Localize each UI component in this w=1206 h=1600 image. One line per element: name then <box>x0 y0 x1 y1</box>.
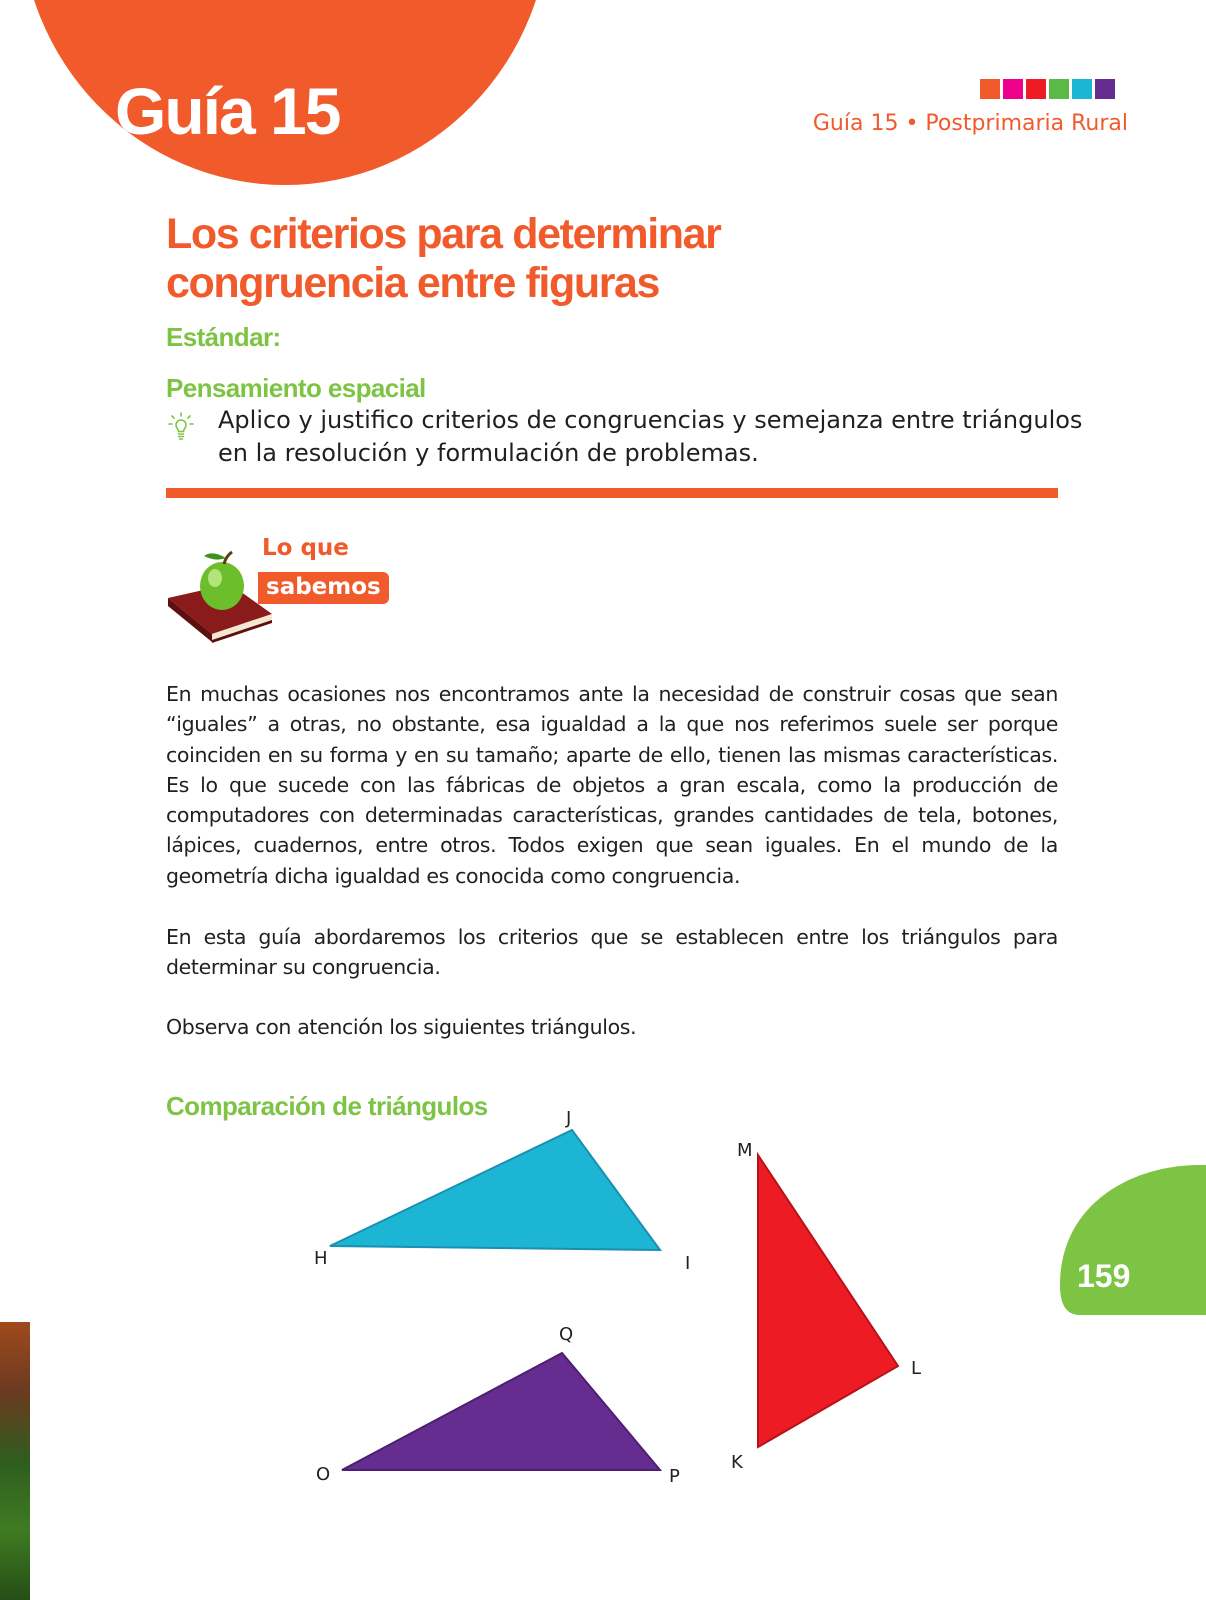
body-paragraph-1: En muchas ocasiones nos encontramos ante la necesidad de construir cosas que sean “iguales” a otras, no obstante, esa igualdad a la que nos referimos suele ser porque coinciden en su forma y en su tamaño; aparte de ello, tienen las mismas características. Es lo que sucede con las fábricas de objetos a gran escala, como la producción de computadores con determinadas características, grandes cantidades de tela, botones, lápices, cuadernos, entre otros. Todos exigen que sean iguales. En el mundo de la geometría dicha igualdad es conocida como congruencia. <box>166 682 1058 888</box>
corner-photo-strip <box>0 1322 30 1600</box>
triangle-hij <box>330 1130 660 1250</box>
badge-title-line1: Lo que <box>262 535 349 561</box>
page-number: 159 <box>1077 1258 1131 1294</box>
guide-title: Guía 15 <box>115 74 340 148</box>
vertex-label-k: K <box>731 1452 743 1473</box>
vertex-label-i: I <box>685 1253 691 1274</box>
standard-text: Aplico y justifico criterios de congruencias y semejanza entre triángulos en la resolución y formulación de problemas. <box>218 406 1083 467</box>
triangle-klm <box>758 1155 898 1447</box>
thinking-label: Pensamiento espacial <box>166 373 426 403</box>
vertex-label-l: L <box>911 1358 922 1379</box>
triangle-opq <box>342 1353 660 1470</box>
lesson-title: Los criterios para determinar congruencia entre figuras <box>166 210 721 307</box>
vertex-label-q: Q <box>559 1324 574 1345</box>
vertex-label-o: O <box>316 1464 331 1485</box>
vertex-label-p: P <box>669 1466 680 1487</box>
body-paragraph-2: En esta guía abordaremos los criterios que se establecen entre los triángulos para determinar su congruencia. <box>166 925 1058 980</box>
body-paragraph-3: Observa con atención los siguientes triángulos. <box>166 1015 637 1039</box>
badge-title-line2: sabemos <box>258 572 389 604</box>
vertex-label-m: M <box>737 1140 753 1161</box>
standard-label: Estándar: <box>166 322 281 352</box>
vertex-label-h: H <box>314 1248 328 1269</box>
header-label: Guía 15 • Postprimaria Rural <box>812 111 1128 136</box>
vertex-label-j: J <box>566 1108 572 1129</box>
figure-heading: Comparación de triángulos <box>166 1091 488 1121</box>
